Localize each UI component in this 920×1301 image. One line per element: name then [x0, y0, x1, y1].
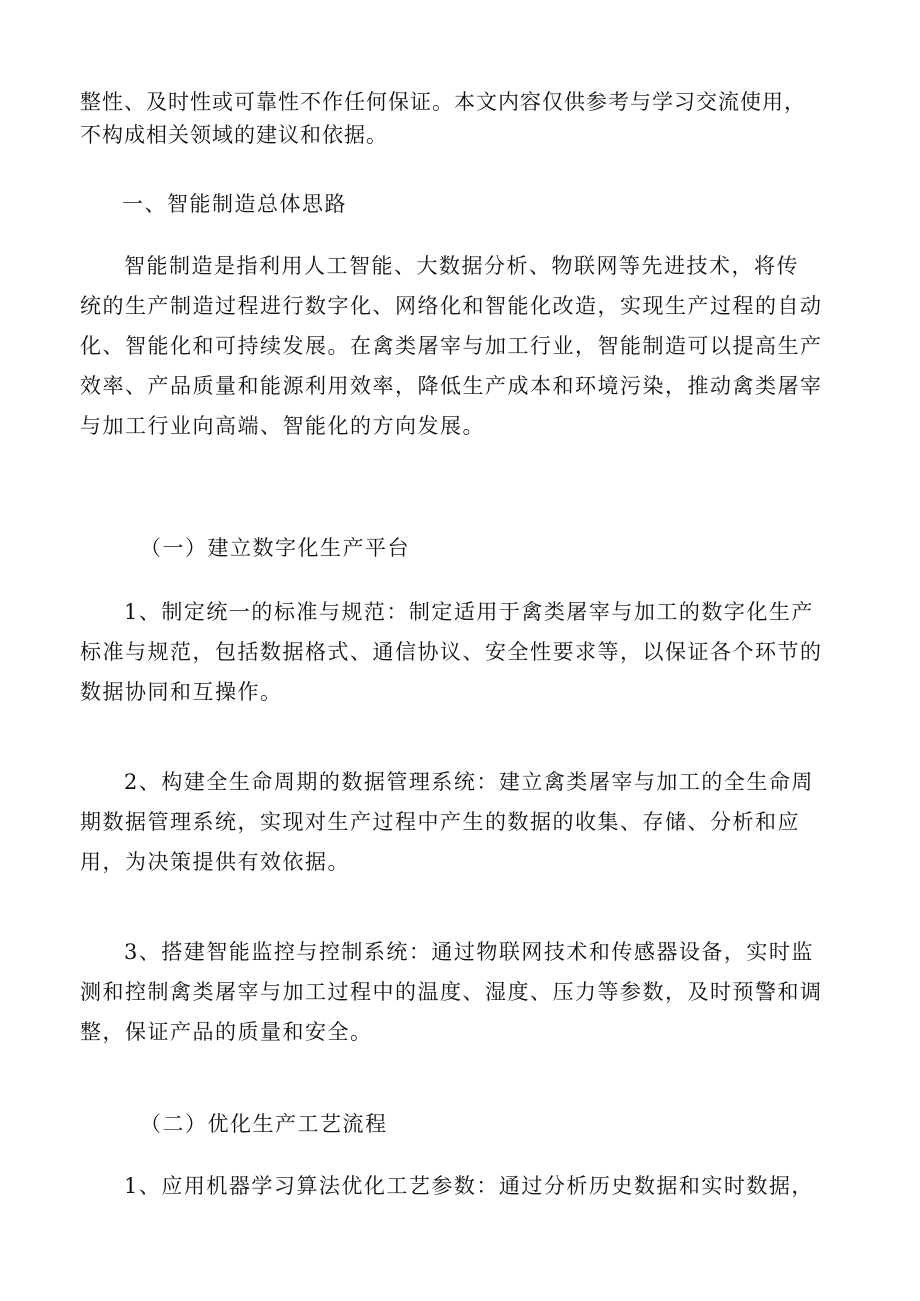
text-line: 智能制造是指利用人工智能、大数据分析、物联网等先进技术，将传: [124, 254, 799, 278]
text-line: 2、构建全生命周期的数据管理系统：建立禽类屠宰与加工的全生命周: [124, 770, 814, 794]
text-line: 数据协同和互操作。: [80, 680, 283, 704]
text-line: 效率、产品质量和能源利用效率，降低生产成本和环境污染，推动禽类屠宰: [80, 374, 823, 398]
list-item-paragraph: [80, 762, 814, 882]
body-paragraph: [80, 246, 823, 446]
text-line: 3、搭建智能监控与控制系统：通过物联网技术和传感器设备，实时监: [124, 940, 814, 964]
subsection-heading: （二）优化生产工艺流程: [140, 1112, 388, 1136]
text-line: 期数据管理系统，实现对生产过程中产生的数据的收集、存储、分析和应: [80, 810, 800, 834]
list-item-paragraph: [80, 932, 823, 1052]
text-line: 统的生产制造过程进行数字化、网络化和智能化改造，实现生产过程的自动: [80, 294, 823, 318]
subsection-heading: （一）建立数字化生产平台: [140, 536, 410, 560]
text-line: 标准与规范，包括数据格式、通信协议、安全性要求等，以保证各个环节的: [80, 640, 823, 664]
text-line: 不构成相关领域的建议和依据。: [80, 123, 388, 147]
section-heading: 一、智能制造总体思路: [122, 192, 347, 216]
list-item-paragraph: [80, 592, 823, 712]
text-line: 1、制定统一的标准与规范：制定适用于禽类屠宰与加工的数字化生产: [124, 600, 814, 624]
disclaimer-paragraph: [80, 86, 850, 152]
text-line: 整性、及时性或可靠性不作任何保证。本文内容仅供参考与学习交流使用，: [80, 90, 806, 114]
text-line: 整，保证产品的质量和安全。: [80, 1020, 373, 1044]
text-line: 测和控制禽类屠宰与加工过程中的温度、湿度、压力等参数，及时预警和调: [80, 980, 823, 1004]
text-line: 用，为决策提供有效依据。: [80, 850, 350, 874]
text-line: 与加工行业向高端、智能化的方向发展。: [80, 414, 485, 438]
list-item-paragraph: [80, 1166, 814, 1206]
text-line: 化、智能化和可持续发展。在禽类屠宰与加工行业，智能制造可以提高生产: [80, 334, 823, 358]
text-line: 1、应用机器学习算法优化工艺参数：通过分析历史数据和实时数据，: [124, 1174, 814, 1198]
